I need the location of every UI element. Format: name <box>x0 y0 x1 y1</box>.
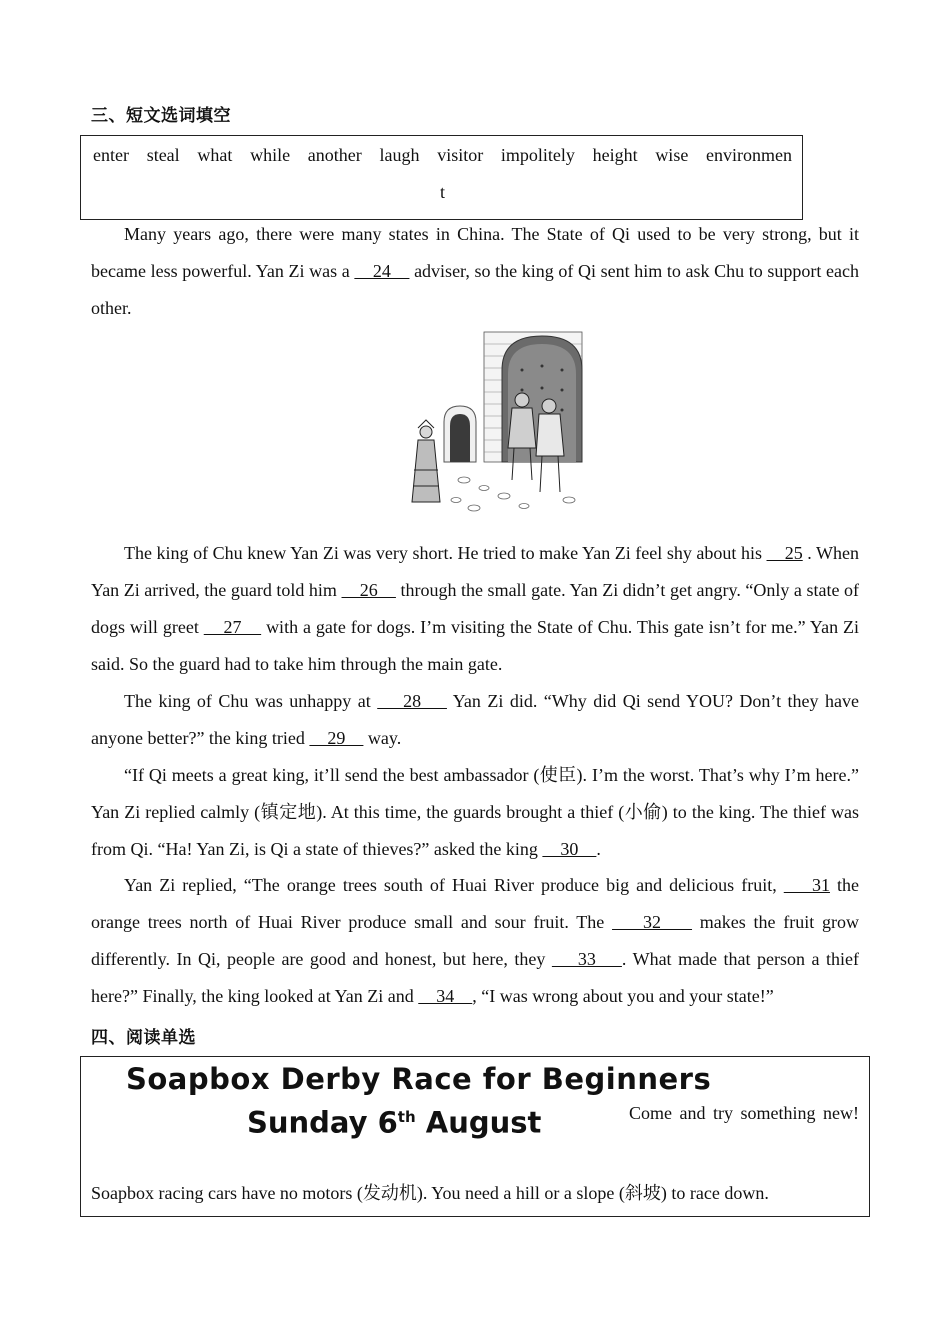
section-4-title: 四、阅读单选 <box>91 1028 196 1048</box>
word-bank-item: what <box>197 145 233 165</box>
word-bank-item: enter <box>93 145 129 165</box>
word-bank-wrap-char: t <box>440 182 446 202</box>
blank-28: 28 <box>377 691 447 711</box>
blank-26: 26 <box>341 580 396 600</box>
blank-29: 29 <box>309 728 364 748</box>
blank-34: 34 <box>418 986 473 1006</box>
paragraph-5: Yan Zi replied, “The orange trees south of Huai River produce big and delicious fruit, 31 the orange trees north of Huai River produce small and sour fruit. The 32 makes the fruit grow differently. In Qi, people are good and honest, but here, they 33 . What made that person a thief here?” Finally, the king looked at Yan Zi and 34 , “I was wrong about you and your state!” <box>91 875 860 1006</box>
ad-text: Soapbox racing cars have no motors (发动机). You need a hill or a slope (斜坡) to race down. <box>91 1183 769 1203</box>
blank-30: 30 <box>542 839 597 859</box>
word-bank-item: another <box>307 145 362 165</box>
blank-32: 32 <box>612 912 693 932</box>
section-3-title: 三、短文选词填空 <box>91 106 231 126</box>
word-bank-item: steal <box>146 145 180 165</box>
paragraph-1: Many years ago, there were many states in China. The State of Qi used to be very strong, but it became less powerful. Yan Zi was a 24 adviser, so the king of Qi sent him to ask Chu to support each other. <box>91 224 860 318</box>
blank-25: 25 <box>766 543 803 563</box>
ad-date: Sunday 6th August <box>247 1105 542 1140</box>
word-bank-box <box>80 135 803 220</box>
paragraph-3: The king of Chu was unhappy at 28 Yan Zi did. “Why did Qi send YOU? Don’t they have anyone better?” the king tried 29 way. <box>91 691 859 748</box>
word-bank-item: height <box>592 145 638 165</box>
yan-zi-gate-illustration <box>404 330 586 514</box>
word-bank-item: environmen <box>706 145 792 165</box>
word-bank-item: visitor <box>437 145 484 165</box>
word-bank-item: while <box>250 145 291 165</box>
ad-slogan: Come and try something new! <box>629 1103 859 1123</box>
soapbox-derby-ad <box>80 1056 870 1217</box>
paragraph-2: The king of Chu knew Yan Zi was very short. He tried to make Yan Zi feel shy about his 25 . When Yan Zi arrived, the guard told him 26 through the small gate. Yan Zi didn’t get angry. “Only a state of dogs will greet 27 with a gate for dogs. I’m visiting the State of Chu. This gate isn’t for me.” Yan Zi said. So the guard had to take him through the main gate. <box>91 543 859 674</box>
word-bank-item: laugh <box>379 145 420 165</box>
blank-33: 33 <box>551 949 622 969</box>
word-bank-row <box>93 145 792 166</box>
blank-31: 31 <box>783 875 830 895</box>
word-bank-item: impolitely <box>500 145 575 165</box>
word-bank-item: wise <box>655 145 689 165</box>
blank-27: 27 <box>203 617 262 637</box>
blank-24: 24 <box>354 261 410 281</box>
ad-title: Soapbox Derby Race for Beginners <box>126 1062 712 1096</box>
paragraph-4: “If Qi meets a great king, it’ll send the best ambassador (使臣). I’m the worst. That’s why I’m here.” Yan Zi replied calmly (镇定地). At this time, the guards brought a thief (小偷) to the king. The thief was from Qi. “Ha! Yan Zi, is Qi a state of thieves?” asked the king 30 . <box>91 765 859 859</box>
